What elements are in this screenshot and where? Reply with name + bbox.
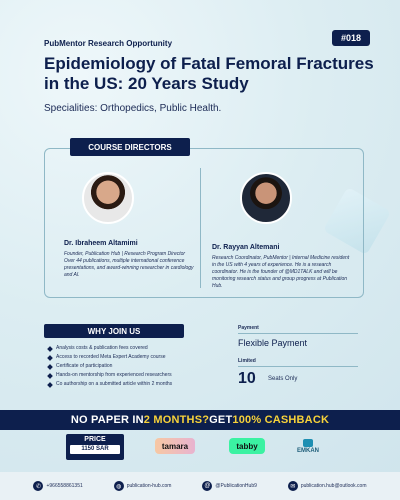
bullet-icon [47,355,53,361]
globe-icon: ◍ [114,481,124,491]
bullet-icon [47,373,53,379]
list-item: Access to recorded Meta Expert Academy course [48,353,172,362]
whatsapp-icon: ✆ [33,481,43,491]
footer-website[interactable]: ◍ publication-hub.com [114,481,172,491]
tamara-logo: tamara [155,438,195,454]
list-item: Hands-on mentorship from experienced researchers [48,371,172,380]
limited-label: Limited [238,358,256,364]
emkan-mark-icon [303,439,313,447]
limited-divider [238,366,358,367]
cashback-banner: NO PAPER IN 2 MONTHS? GET 100% CASHBACK [0,410,400,430]
why-join-heading: WHY JOIN US [44,324,184,338]
kicker-text: PubMentor Research Opportunity [44,39,173,48]
footer-handle[interactable]: @ @PublicationHub9 [204,483,257,489]
emkan-logo: EMKAN [288,433,328,459]
social-icon: @ [204,483,211,489]
bullet-icon [47,364,53,370]
benefits-list [48,344,172,389]
bullet-icon [47,346,53,352]
payment-value: Flexible Payment [238,338,308,348]
director-name-1: Dr. Ibraheem Altamimi [64,240,138,247]
seats-text: Seats Only [268,376,298,382]
footer-email[interactable]: ✉ publication.hub@outlook.com [288,481,367,491]
specialities-text: Specialities: Orthopedics, Public Health. [44,103,222,114]
id-badge: #018 [332,30,370,46]
directors-divider [200,168,201,288]
list-item: Co authorship on a submitted article within 2 months [48,380,172,389]
page-title: Epidemiology of Fatal Femoral Fractures in the US: 20 Years Study [44,54,374,93]
directors-heading: COURSE DIRECTORS [70,138,190,156]
director-name-2: Dr. Rayyan Altemani [212,244,280,251]
director-avatar-2 [240,172,292,224]
email-icon: ✉ [288,481,298,491]
director-bio-2: Research Coordinator, PubMentor | Internal Medicine resident in the US with 4 years of experience. He is a research coordinator. He is the founder of @MD1TALK and will be monitoring research status and group progress at Publication Hub. [212,255,350,289]
footer-phone[interactable]: ✆ +966558861351 [33,481,82,491]
director-bio-1: Founder, Publication Hub | Research Program Director Over 44 publications, multiple international conference presentations, and award-winning researcher in cardiology and AI. [64,251,194,278]
bullet-icon [47,382,53,388]
price-box [66,434,124,460]
seats-count: 10 [238,370,256,387]
tabby-logo: tabby [229,438,265,454]
price-value: 1150 SAR [70,445,120,454]
director-avatar-1 [82,172,134,224]
payment-label: Payment [238,325,259,331]
price-label: PRICE [84,436,106,443]
list-item: Certificate of participation [48,362,172,371]
payment-divider [238,333,358,334]
list-item: Analysis costs & publication fees covered [48,344,172,353]
contact-footer [0,472,400,500]
